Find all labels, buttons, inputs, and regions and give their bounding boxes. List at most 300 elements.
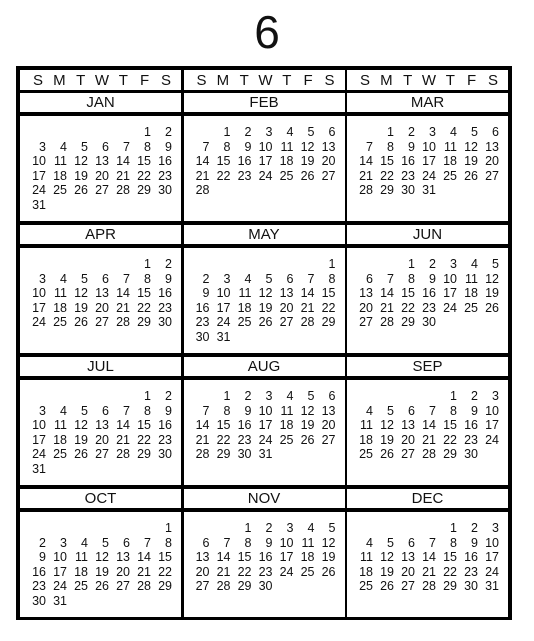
day-number: 10 — [32, 286, 46, 300]
day-number: 3 — [286, 521, 294, 535]
month-name: SEP — [347, 357, 508, 376]
day-number: 9 — [471, 403, 478, 418]
day-number: 27 — [195, 579, 210, 593]
day-number: 8 — [144, 271, 151, 286]
day-number: 18 — [300, 550, 315, 564]
day-grid — [355, 521, 503, 594]
day-number: 28 — [422, 579, 436, 593]
day-number: 18 — [74, 564, 88, 579]
day-number: 17 — [32, 168, 46, 183]
day-number: 7 — [202, 139, 210, 154]
month-grid — [20, 93, 508, 616]
month-name: DEC — [347, 489, 508, 508]
day-number: 17 — [32, 300, 46, 315]
day-number: 24 — [279, 564, 294, 579]
day-number: 29 — [443, 579, 457, 593]
day-number: 13 — [95, 286, 109, 300]
day-number: 18 — [443, 154, 457, 168]
day-number: 12 — [380, 418, 394, 432]
day-number: 10 — [53, 550, 67, 564]
day-number: 9 — [39, 550, 46, 564]
day-number: 9 — [165, 139, 172, 154]
weekday-header-row — [20, 70, 508, 90]
day-number: 21 — [359, 168, 373, 183]
weekday-label: M — [380, 71, 393, 89]
day-number: 25 — [359, 447, 373, 461]
weekday-label: F — [140, 71, 150, 89]
day-number: 25 — [464, 300, 478, 315]
day-number: 3 — [223, 271, 231, 286]
day-number: 21 — [300, 300, 315, 315]
day-number: 30 — [158, 315, 172, 329]
day-number: 27 — [95, 447, 109, 461]
day-number: 23 — [158, 432, 172, 447]
day-number: 25 — [237, 315, 252, 329]
day-number: 5 — [102, 535, 109, 550]
day-number: 1 — [408, 257, 415, 271]
day-number: 9 — [408, 139, 415, 154]
day-number: 18 — [279, 154, 294, 168]
day-number: 22 — [237, 564, 252, 579]
day-number: 19 — [300, 418, 315, 432]
weekday-label: S — [32, 71, 43, 89]
month-aug — [184, 357, 345, 485]
day-number: 1 — [165, 521, 172, 535]
day-number: 24 — [32, 447, 46, 461]
day-number: 28 — [195, 447, 210, 461]
day-number: 21 — [380, 300, 394, 315]
day-number: 31 — [53, 593, 67, 608]
day-number: 11 — [360, 418, 373, 432]
day-number: 17 — [485, 550, 499, 564]
day-number: 1 — [244, 521, 252, 535]
day-number: 9 — [265, 535, 273, 550]
day-number: 16 — [158, 286, 172, 300]
day-number: 11 — [360, 550, 373, 564]
day-number: 22 — [401, 300, 415, 315]
day-number: 16 — [32, 564, 46, 579]
day-number: 7 — [387, 271, 394, 286]
day-grid — [28, 257, 176, 330]
day-number: 6 — [102, 139, 109, 154]
day-number: 18 — [53, 432, 67, 447]
day-number: 8 — [165, 535, 172, 550]
day-number: 23 — [237, 432, 252, 447]
day-number: 15 — [137, 154, 151, 168]
day-number: 23 — [158, 168, 172, 183]
month-may — [184, 225, 345, 353]
day-number: 10 — [443, 271, 457, 286]
day-number: 10 — [32, 418, 46, 432]
day-number: 7 — [123, 271, 130, 286]
day-number: 30 — [422, 315, 436, 329]
day-number: 29 — [443, 447, 457, 461]
weekday-label: T — [403, 71, 413, 89]
day-number: 4 — [366, 535, 373, 550]
day-number: 30 — [464, 579, 478, 593]
day-number: 14 — [216, 550, 231, 564]
day-number: 14 — [380, 286, 394, 300]
day-number: 16 — [422, 286, 436, 300]
day-number: 7 — [123, 139, 130, 154]
weekday-label: F — [303, 71, 313, 89]
day-number: 3 — [39, 271, 46, 286]
weekday-header — [347, 70, 508, 90]
day-number: 4 — [366, 403, 373, 418]
day-number: 20 — [321, 154, 336, 168]
day-number: 5 — [307, 389, 315, 403]
day-number: 30 — [258, 579, 273, 593]
day-number: 1 — [328, 257, 336, 271]
day-number: 30 — [32, 593, 46, 608]
day-number: 4 — [60, 403, 67, 418]
day-number: 7 — [366, 139, 373, 154]
day-number: 28 — [422, 447, 436, 461]
day-number: 27 — [321, 168, 336, 183]
month-days-panel — [20, 512, 181, 617]
day-number: 19 — [258, 300, 273, 315]
day-number: 19 — [321, 550, 336, 564]
day-number: 13 — [195, 550, 210, 564]
day-number: 30 — [237, 447, 252, 461]
day-number: 29 — [137, 315, 151, 329]
day-number: 23 — [464, 564, 478, 579]
day-number: 30 — [195, 329, 210, 344]
weekday-label: S — [487, 71, 498, 89]
day-number: 28 — [300, 315, 315, 329]
day-number: 16 — [158, 418, 172, 432]
day-number: 26 — [74, 315, 88, 329]
day-number: 29 — [380, 183, 394, 197]
day-number: 22 — [380, 168, 394, 183]
day-number: 17 — [216, 300, 231, 315]
day-number: 7 — [429, 535, 436, 550]
day-number: 12 — [95, 550, 109, 564]
day-number: 8 — [387, 139, 394, 154]
day-number: 20 — [116, 564, 130, 579]
weekday-label: M — [53, 71, 66, 89]
day-number: 26 — [464, 168, 478, 183]
day-number: 23 — [401, 168, 415, 183]
day-number: 11 — [54, 286, 67, 300]
day-number: 27 — [279, 315, 294, 329]
day-number: 30 — [401, 183, 415, 197]
day-number: 14 — [116, 154, 130, 168]
month-name: AUG — [184, 357, 345, 376]
month-days-panel — [347, 512, 508, 617]
day-number: 2 — [244, 389, 252, 403]
month-days-panel — [20, 248, 181, 353]
day-number: 6 — [408, 403, 415, 418]
day-number: 15 — [137, 418, 151, 432]
month-mar — [347, 93, 508, 221]
day-grid — [192, 389, 340, 462]
day-number: 5 — [81, 271, 88, 286]
day-number: 6 — [202, 535, 210, 550]
day-number: 15 — [401, 286, 415, 300]
day-number: 10 — [485, 535, 499, 550]
day-number: 3 — [39, 139, 46, 154]
day-number: 28 — [116, 183, 130, 197]
day-number: 29 — [321, 315, 336, 329]
day-number: 19 — [74, 300, 88, 315]
day-number: 5 — [387, 403, 394, 418]
day-number: 6 — [366, 271, 373, 286]
month-name: MAR — [347, 93, 508, 112]
day-number: 26 — [74, 183, 88, 197]
day-number: 14 — [300, 286, 315, 300]
day-number: 18 — [237, 300, 252, 315]
day-number: 26 — [380, 579, 394, 593]
day-number: 18 — [53, 168, 67, 183]
month-name: FEB — [184, 93, 345, 112]
day-number: 20 — [401, 564, 415, 579]
day-number: 2 — [165, 389, 172, 403]
day-number: 19 — [74, 432, 88, 447]
day-number: 1 — [144, 257, 151, 271]
day-number: 20 — [321, 418, 336, 432]
day-number: 8 — [223, 139, 231, 154]
day-number: 24 — [32, 315, 46, 329]
day-number: 9 — [471, 535, 478, 550]
day-number: 8 — [144, 403, 151, 418]
day-number: 27 — [95, 183, 109, 197]
month-jun — [347, 225, 508, 353]
day-number: 25 — [300, 564, 315, 579]
day-number: 10 — [216, 286, 231, 300]
day-number: 19 — [380, 564, 394, 579]
day-number: 6 — [102, 403, 109, 418]
day-number: 24 — [258, 168, 273, 183]
day-number: 13 — [95, 154, 109, 168]
day-number: 9 — [244, 403, 252, 418]
day-number: 27 — [485, 168, 499, 183]
day-number: 7 — [223, 535, 231, 550]
weekday-label: W — [258, 71, 273, 89]
day-number: 21 — [116, 432, 130, 447]
day-number: 1 — [144, 125, 151, 139]
day-number: 1 — [144, 389, 151, 403]
day-number: 23 — [258, 564, 273, 579]
day-number: 26 — [258, 315, 273, 329]
day-number: 2 — [471, 389, 478, 403]
day-number: 12 — [300, 403, 315, 418]
day-number: 2 — [39, 535, 46, 550]
day-number: 22 — [137, 300, 151, 315]
day-number: 15 — [380, 154, 394, 168]
day-number: 29 — [137, 183, 151, 197]
day-grid — [28, 125, 176, 212]
day-number: 26 — [95, 579, 109, 593]
day-number: 31 — [216, 329, 231, 344]
day-number: 3 — [429, 125, 436, 139]
day-number: 6 — [102, 271, 109, 286]
day-number: 23 — [32, 579, 46, 593]
day-number: 18 — [359, 432, 373, 447]
day-number: 11 — [444, 139, 457, 154]
day-number: 23 — [195, 315, 210, 329]
day-grid — [355, 389, 503, 462]
day-number: 19 — [300, 154, 315, 168]
month-days-panel — [184, 248, 345, 353]
day-number: 15 — [216, 154, 231, 168]
day-number: 25 — [359, 579, 373, 593]
day-number: 12 — [464, 139, 478, 154]
day-number: 25 — [74, 579, 88, 593]
day-number: 24 — [32, 183, 46, 197]
day-number: 6 — [328, 125, 336, 139]
day-number: 5 — [328, 521, 336, 535]
weekday-header — [184, 70, 345, 90]
month-oct — [20, 489, 181, 617]
day-number: 13 — [95, 418, 109, 432]
day-number: 8 — [244, 535, 252, 550]
day-number: 4 — [471, 257, 478, 271]
day-number: 25 — [279, 432, 294, 447]
day-number: 10 — [258, 139, 273, 154]
day-number: 1 — [450, 389, 457, 403]
day-number: 2 — [429, 257, 436, 271]
day-number: 31 — [32, 197, 46, 212]
day-number: 22 — [216, 168, 231, 183]
day-number: 26 — [74, 447, 88, 461]
day-number: 14 — [116, 286, 130, 300]
day-number: 2 — [202, 271, 210, 286]
day-number: 5 — [492, 257, 499, 271]
month-days-panel — [347, 248, 508, 353]
day-number: 21 — [116, 168, 130, 183]
day-number: 4 — [60, 271, 67, 286]
month-days-panel — [347, 380, 508, 485]
day-number: 28 — [380, 315, 394, 329]
day-number: 2 — [408, 125, 415, 139]
day-number: 28 — [137, 579, 151, 593]
day-number: 13 — [321, 139, 336, 154]
day-number: 14 — [195, 418, 210, 432]
day-number: 8 — [328, 271, 336, 286]
day-number: 22 — [216, 432, 231, 447]
day-number: 6 — [286, 271, 294, 286]
weekday-label: W — [94, 71, 110, 89]
day-number: 2 — [471, 521, 478, 535]
day-number: 22 — [443, 432, 457, 447]
day-number: 8 — [144, 139, 151, 154]
day-number: 15 — [137, 286, 151, 300]
day-number: 24 — [216, 315, 231, 329]
day-grid — [28, 389, 176, 476]
day-number: 7 — [202, 403, 210, 418]
day-number: 27 — [321, 432, 336, 447]
day-number: 14 — [195, 154, 210, 168]
day-number: 7 — [429, 403, 436, 418]
day-number: 6 — [408, 535, 415, 550]
month-nov — [184, 489, 345, 617]
month-jul — [20, 357, 181, 485]
weekday-label: F — [467, 71, 477, 89]
day-number: 9 — [244, 139, 252, 154]
day-number: 21 — [422, 564, 436, 579]
day-number: 18 — [464, 286, 478, 300]
day-number: 12 — [74, 418, 88, 432]
weekday-label: W — [421, 71, 437, 89]
day-number: 8 — [223, 403, 231, 418]
weekday-label: M — [216, 71, 230, 89]
month-days-panel — [184, 380, 345, 485]
day-number: 20 — [195, 564, 210, 579]
day-number: 16 — [258, 550, 273, 564]
day-number: 7 — [307, 271, 315, 286]
day-number: 7 — [123, 403, 130, 418]
day-number: 11 — [465, 271, 478, 286]
day-number: 27 — [116, 579, 130, 593]
day-number: 29 — [137, 447, 151, 461]
day-number: 21 — [137, 564, 151, 579]
day-number: 11 — [75, 550, 88, 564]
day-number: 24 — [443, 300, 457, 315]
day-number: 18 — [359, 564, 373, 579]
weekday-label: T — [282, 71, 292, 89]
day-number: 12 — [258, 286, 273, 300]
day-number: 31 — [258, 447, 273, 461]
day-number: 8 — [450, 535, 457, 550]
day-number: 27 — [401, 447, 415, 461]
month-jan — [20, 93, 181, 221]
day-number: 20 — [95, 168, 109, 183]
day-number: 25 — [53, 447, 67, 461]
month-sep — [347, 357, 508, 485]
weekday-label: S — [196, 71, 207, 89]
day-number: 15 — [237, 550, 252, 564]
day-grid — [192, 125, 340, 198]
day-number: 21 — [216, 564, 231, 579]
day-number: 10 — [485, 403, 499, 418]
day-number: 11 — [280, 139, 294, 154]
day-number: 28 — [359, 183, 373, 197]
day-number: 17 — [485, 418, 499, 432]
day-number: 16 — [464, 550, 478, 564]
day-number: 15 — [158, 550, 172, 564]
day-number: 17 — [32, 432, 46, 447]
day-number: 12 — [485, 271, 499, 286]
day-number: 4 — [286, 125, 294, 139]
day-number: 26 — [300, 432, 315, 447]
month-days-panel — [347, 116, 508, 221]
day-grid — [192, 521, 340, 594]
day-number: 22 — [321, 300, 336, 315]
day-number: 29 — [158, 579, 172, 593]
month-feb — [184, 93, 345, 221]
day-number: 26 — [321, 564, 336, 579]
day-number: 20 — [359, 300, 373, 315]
day-grid — [355, 125, 503, 198]
day-number: 12 — [321, 535, 336, 550]
day-number: 13 — [116, 550, 130, 564]
day-number: 9 — [202, 286, 210, 300]
day-number: 13 — [485, 139, 499, 154]
day-number: 6 — [123, 535, 130, 550]
day-number: 16 — [464, 418, 478, 432]
day-number: 31 — [485, 579, 499, 593]
day-number: 4 — [286, 389, 294, 403]
calendar-frame — [16, 66, 512, 620]
day-number: 22 — [137, 168, 151, 183]
day-number: 25 — [53, 183, 67, 197]
day-number: 2 — [265, 521, 273, 535]
month-name: JAN — [20, 93, 181, 112]
day-number: 9 — [429, 271, 436, 286]
day-number: 6 — [328, 389, 336, 403]
day-number: 30 — [158, 183, 172, 197]
